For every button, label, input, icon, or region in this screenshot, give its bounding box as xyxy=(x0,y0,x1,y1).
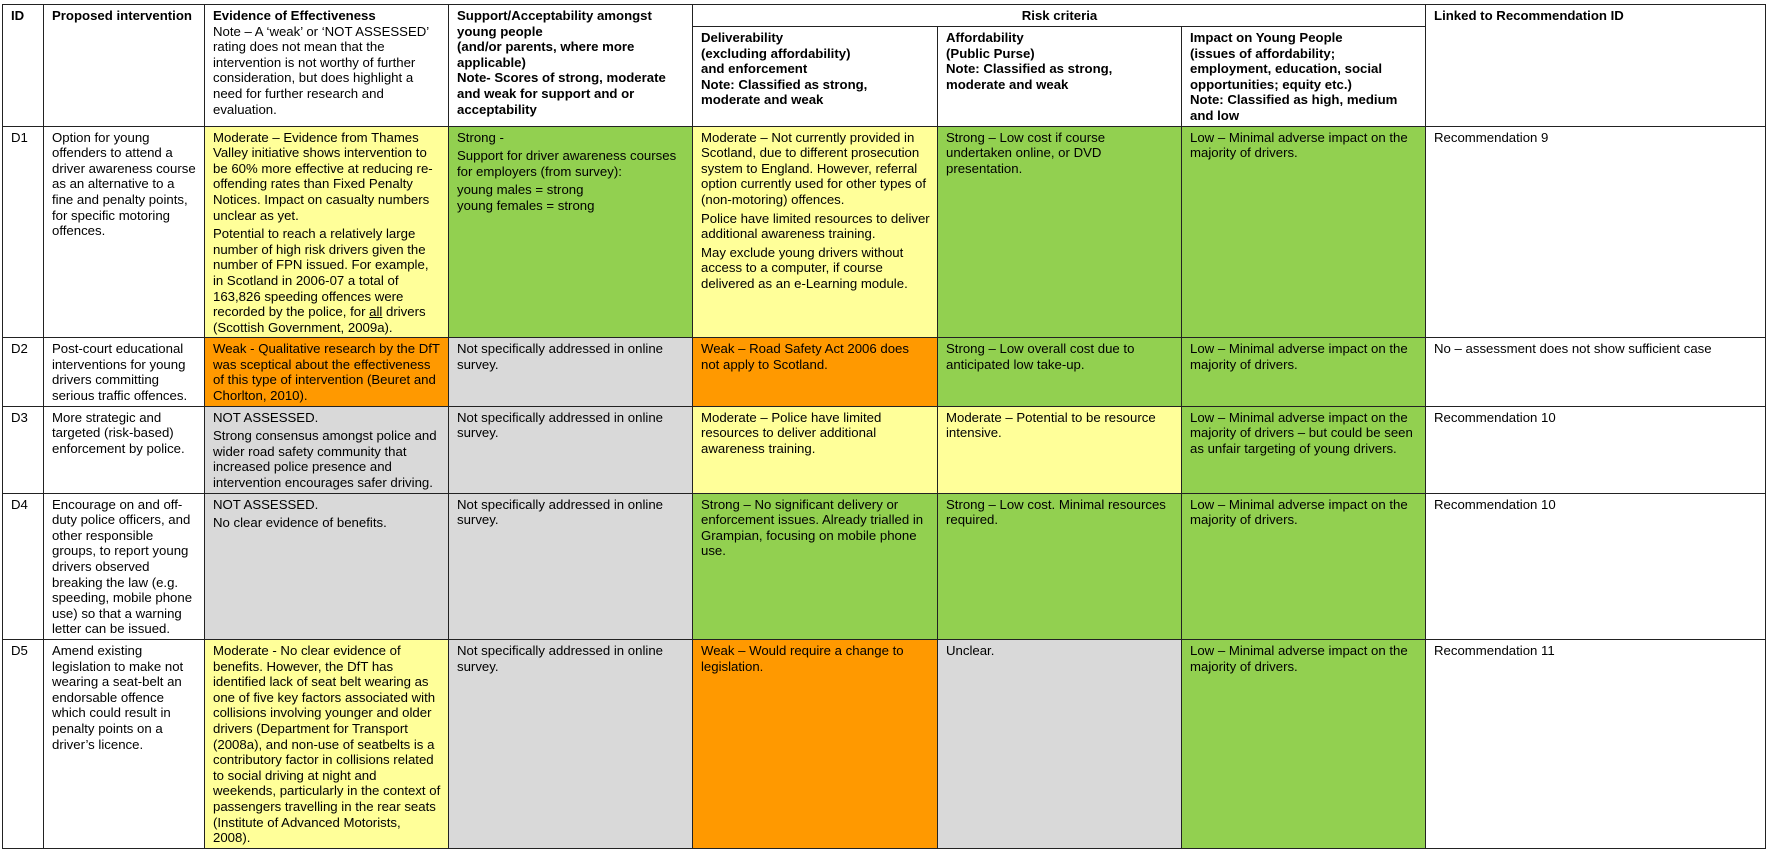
affordability-text: Strong – Low cost if course undertaken online, or DVD presentation. xyxy=(946,129,1106,176)
deliverability-text: Police have limited resources to deliver additional awareness training. xyxy=(701,210,930,242)
deliverability-text: Strong – No significant delivery or enforcement issues. Already trialled in Grampian, focusing on mobile phone use. xyxy=(701,496,924,559)
header-support-line: Support/Acceptability amongst young people xyxy=(457,8,652,39)
evidence-cell xyxy=(205,338,449,406)
deliverability-text: Weak – Road Safety Act 2006 does not apply to Scotland. xyxy=(701,341,909,372)
support-cell xyxy=(449,493,693,639)
affordability-cell xyxy=(938,493,1182,639)
header-affordability-line: Affordability xyxy=(946,30,1024,45)
affordability-cell xyxy=(938,126,1182,338)
impact-cell xyxy=(1182,639,1426,848)
interventions-table xyxy=(2,4,1766,849)
support-text: Not specifically addressed in online survey. xyxy=(457,642,663,674)
support-text: Not specifically addressed in online survey. xyxy=(457,496,663,528)
support-cell xyxy=(449,126,693,338)
support-cell xyxy=(449,338,693,406)
header-affordability-line: Note: Classified as strong, moderate and weak xyxy=(946,61,1113,92)
header-deliverability-line: and enforcement xyxy=(701,61,808,77)
row-intervention: Amend existing legislation to make not wearing a seat-belt an endorsable offence which could result in penalty points on a driver’s licence. xyxy=(44,639,205,848)
header-impact-line: Note: Classified as high, medium and low xyxy=(1190,92,1398,123)
evidence-text: NOT ASSESSED. xyxy=(213,409,319,425)
document-page xyxy=(2,4,1765,846)
impact-text: Low – Minimal adverse impact on the majority of drivers. xyxy=(1190,341,1408,372)
impact-cell xyxy=(1182,126,1426,338)
table-row xyxy=(3,126,1766,338)
affordability-text: Strong – Low overall cost due to anticipated low take-up. xyxy=(946,341,1135,372)
row-linked: Recommendation 10 xyxy=(1426,493,1766,639)
support-text: Support for driver awareness courses for employers (from survey): xyxy=(457,148,677,179)
evidence-text-part: Potential to reach a relatively large number of high risk drivers given the number of FPN issued. For example, in Scotland in 2006-07 a total of 163,826 speeding offences were recorded by the police, for xyxy=(213,226,429,320)
header-linked: Linked to Recommendation ID xyxy=(1426,5,1766,127)
deliverability-cell xyxy=(693,338,938,406)
header-affordability-line: (Public Purse) xyxy=(946,45,1035,61)
table-row xyxy=(3,406,1766,493)
table-row xyxy=(3,639,1766,848)
deliverability-cell xyxy=(693,639,938,848)
impact-text: Low – Minimal adverse impact on the majority of drivers – but could be seen as unfair targeting of young drivers. xyxy=(1190,409,1413,456)
support-text: young females = strong xyxy=(457,197,595,213)
deliverability-text: Moderate – Not currently provided in Scotland, due to different prosecution system to England. However, referral option currently used for other types of (non-motoring) offences. xyxy=(701,129,927,207)
row-id: D3 xyxy=(3,406,44,493)
header-risk-criteria: Risk criteria xyxy=(693,5,1426,27)
row-intervention: More strategic and targeted (risk-based) enforcement by police. xyxy=(44,406,205,493)
support-text: young males = strong xyxy=(457,182,584,198)
header-intervention: Proposed intervention xyxy=(44,5,205,127)
impact-cell xyxy=(1182,406,1426,493)
deliverability-text: May exclude young drivers without access to a computer, if course delivered as an e-Learning module. xyxy=(701,244,908,291)
row-intervention: Option for young offenders to attend a driver awareness course as an alternative to a fine and penalty points, for specific motoring offences. xyxy=(44,126,205,338)
row-id: D4 xyxy=(3,493,44,639)
impact-cell xyxy=(1182,493,1426,639)
header-evidence xyxy=(205,5,449,127)
affordability-text: Unclear. xyxy=(946,642,995,658)
deliverability-cell xyxy=(693,406,938,493)
support-cell xyxy=(449,406,693,493)
evidence-cell xyxy=(205,126,449,338)
support-text: Not specifically addressed in online survey. xyxy=(457,341,663,372)
deliverability-cell xyxy=(693,126,938,338)
deliverability-text: Moderate – Police have limited resources to deliver additional awareness training. xyxy=(701,409,882,456)
evidence-text xyxy=(213,226,441,335)
evidence-text: Moderate - No clear evidence of benefits. However, the DfT has identified lack of seat belt wearing as one of five key factors associated with collisions involving younger and older drivers (Department for Transport (2008a), and non-use of seatbelts is a contributory factor in collisions related to social driving at night and weekends, particularly in the context of passengers travelling in the rear seats (Institute of Advanced Motorists, 2008). xyxy=(213,642,441,846)
row-linked: Recommendation 9 xyxy=(1426,126,1766,338)
impact-cell xyxy=(1182,338,1426,406)
header-deliverability xyxy=(693,27,938,127)
affordability-cell xyxy=(938,338,1182,406)
evidence-cell xyxy=(205,406,449,493)
evidence-text: Strong consensus amongst police and wider road safety community that increased police presence and intervention encourages safer driving. xyxy=(213,428,437,491)
table-row xyxy=(3,493,1766,639)
evidence-text-underlined: all xyxy=(369,304,383,320)
header-evidence-note: Note – A ‘weak’ or ‘NOT ASSESSED’ rating does not mean that the intervention is not worthy of further consideration, but does highlight a need for further research and evaluation. xyxy=(213,23,429,117)
evidence-text: Weak - Qualitative research by the DfT was sceptical about the effectiveness of this type of intervention (Beuret and Chorlton, 2010). xyxy=(213,341,440,404)
row-linked: No – assessment does not show sufficient case xyxy=(1426,338,1766,406)
evidence-text: No clear evidence of benefits. xyxy=(213,515,387,531)
impact-text: Low – Minimal adverse impact on the majority of drivers. xyxy=(1190,642,1408,674)
header-impact xyxy=(1182,27,1426,127)
header-deliverability-line: (excluding affordability) xyxy=(701,45,851,61)
deliverability-text: Weak – Would require a change to legislation. xyxy=(701,642,904,674)
support-text: Strong - xyxy=(457,129,504,145)
impact-text: Low – Minimal adverse impact on the majority of drivers. xyxy=(1190,129,1408,161)
header-impact-line: Impact on Young People xyxy=(1190,30,1343,45)
deliverability-cell xyxy=(693,493,938,639)
row-linked: Recommendation 10 xyxy=(1426,406,1766,493)
row-linked: Recommendation 11 xyxy=(1426,639,1766,848)
header-impact-line: (issues of affordability; employment, education, social opportunities; equity etc.) xyxy=(1190,45,1382,92)
evidence-text-part: drivers (Scottish Government, 2009a). xyxy=(213,304,426,335)
row-intervention: Encourage on and off-duty police officers, and other responsible groups, to report young drivers observed breaking the law (e.g. speeding, mobile phone use) so that a warning letter can be issued. xyxy=(44,493,205,639)
affordability-cell xyxy=(938,406,1182,493)
affordability-text: Strong – Low cost. Minimal resources required. xyxy=(946,496,1166,528)
row-id: D1 xyxy=(3,126,44,338)
header-deliverability-line: Note: Classified as strong, moderate and weak xyxy=(701,76,868,108)
evidence-text: Moderate – Evidence from Thames Valley initiative shows intervention to be 60% more effective at reducing re-offending rates than Fixed Penalty Notices. Impact on casualty numbers unclear as yet. xyxy=(213,129,433,223)
header-support xyxy=(449,5,693,127)
header-support-line: (and/or parents, where more applicable) xyxy=(457,39,635,70)
support-cell xyxy=(449,639,693,848)
header-support-line: Note- Scores of strong, moderate and weak for support and or acceptability xyxy=(457,70,666,117)
evidence-cell xyxy=(205,493,449,639)
row-id: D5 xyxy=(3,639,44,848)
header-evidence-title: Evidence of Effectiveness xyxy=(213,8,376,23)
row-id: D2 xyxy=(3,338,44,406)
header-deliverability-line: Deliverability xyxy=(701,30,784,45)
header-id: ID xyxy=(3,5,44,127)
affordability-text: Moderate – Potential to be resource intensive. xyxy=(946,409,1156,441)
table-row xyxy=(3,338,1766,406)
header-row-top xyxy=(3,5,1766,27)
header-affordability xyxy=(938,27,1182,127)
evidence-cell xyxy=(205,639,449,848)
evidence-text: NOT ASSESSED. xyxy=(213,496,319,512)
impact-text: Low – Minimal adverse impact on the majority of drivers. xyxy=(1190,496,1408,528)
affordability-cell xyxy=(938,639,1182,848)
row-intervention: Post-court educational interventions for young drivers committing serious traffic offences. xyxy=(44,338,205,406)
support-text: Not specifically addressed in online survey. xyxy=(457,409,663,441)
